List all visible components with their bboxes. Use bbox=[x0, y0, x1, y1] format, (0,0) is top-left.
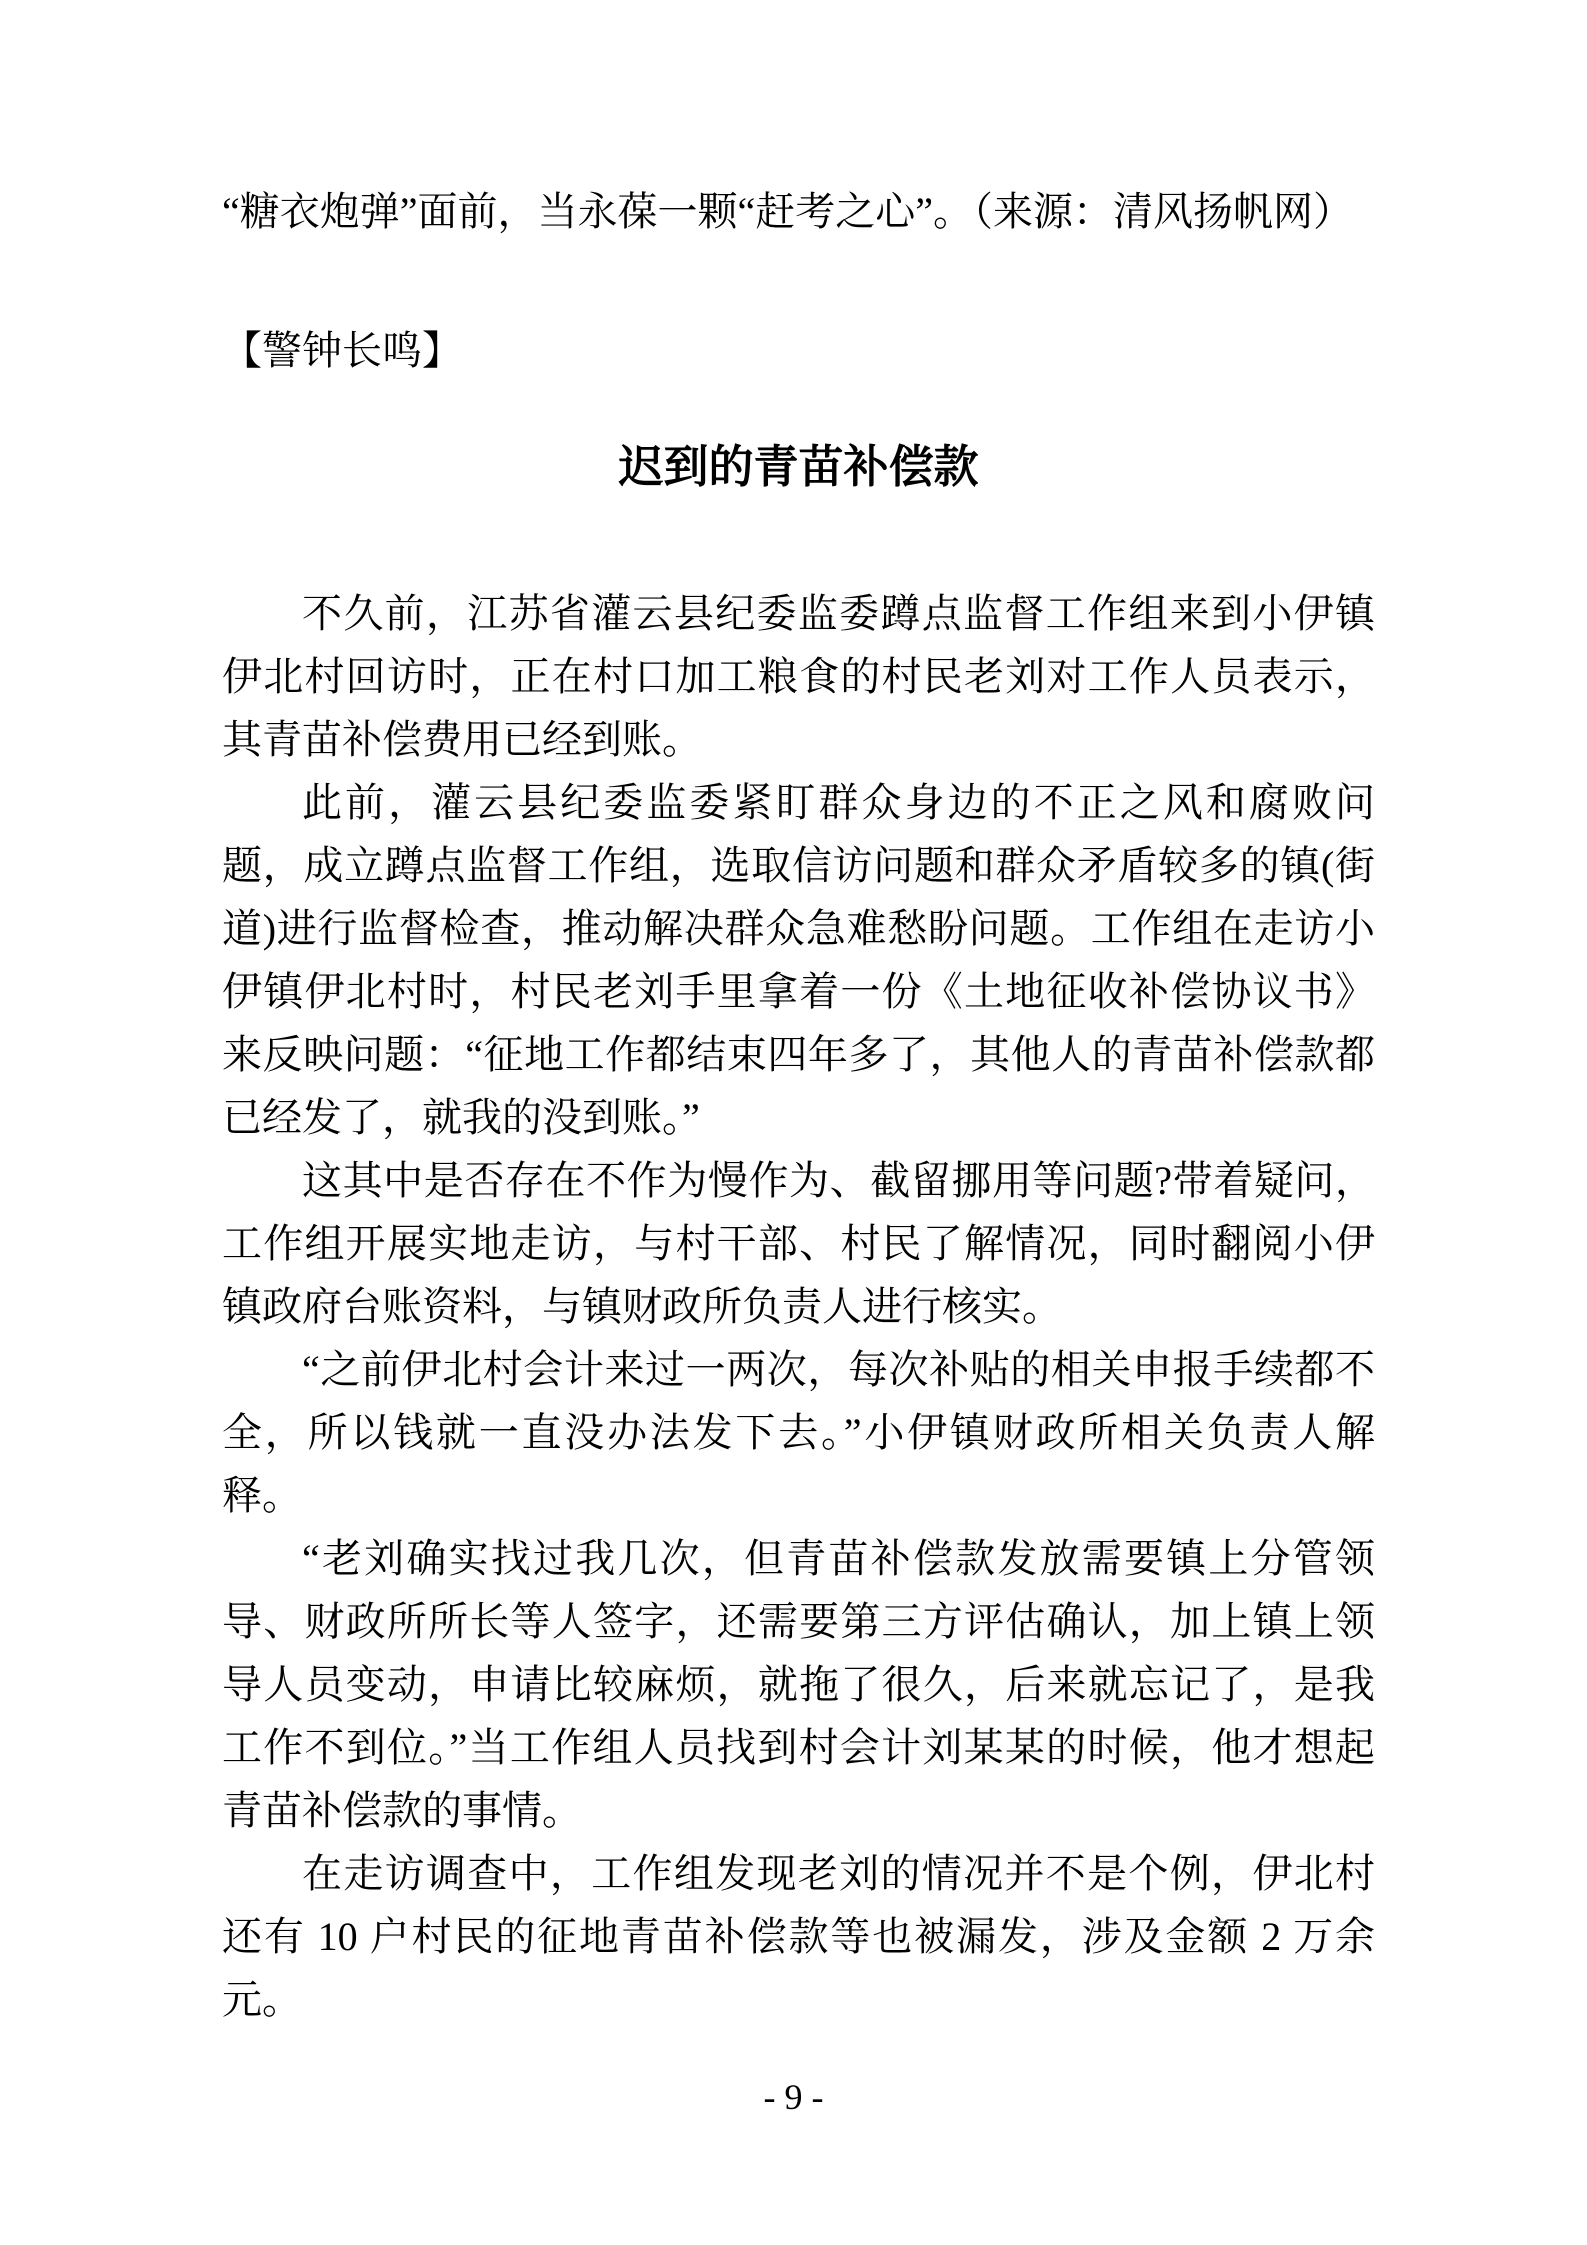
page-number: - 9 - bbox=[763, 2077, 824, 2117]
body-paragraph-6: 在走访调查中，工作组发现老刘的情况并不是个例，伊北村还有 10 户村民的征地青苗补偿款等也被漏发，涉及金额 2 万余元。 bbox=[222, 1851, 1375, 2022]
article-title: 迟到的青苗补偿款 bbox=[618, 442, 979, 492]
body-paragraph-5: “老刘确实找过我几次，但青苗补偿款发放需要镇上分管领导、财政所所长等人签字，还需要第三方评估确认，加上镇上领导人员变动，申请比较麻烦，就拖了很久，后来就忘记了，是我工作不到位。”当工作组人员找到村会计刘某某的时候，他才想起青苗补偿款的事情。 bbox=[222, 1536, 1375, 1833]
body-paragraph-3: 这其中是否存在不作为慢作为、截留挪用等问题?带着疑问，工作组开展实地走访，与村干部、村民了解情况，同时翻阅小伊镇政府台账资料，与镇财政所负责人进行核实。 bbox=[222, 1158, 1375, 1329]
article-body bbox=[222, 582, 1375, 2031]
section-header: 【警钟长鸣】 bbox=[222, 328, 462, 373]
body-paragraph-2: 此前，灌云县纪委监委紧盯群众身边的不正之风和腐败问题，成立蹲点监督工作组，选取信访问题和群众矛盾较多的镇(街道)进行监督检查，推动解决群众急难愁盼问题。工作组在走访小伊镇伊北村时，村民老刘手里拿着一份《土地征收补偿协议书》来反映问题：“征地工作都结束四年多了，其他人的青苗补偿款都已经发了，就我的没到账。” bbox=[222, 780, 1375, 1140]
intro-continued-paragraph: “糖衣炮弹”面前，当永葆一颗“赶考之心”。（来源：清风扬帆网） bbox=[222, 189, 1354, 234]
body-paragraph-1: 不久前，江苏省灌云县纪委监委蹲点监督工作组来到小伊镇伊北村回访时，正在村口加工粮食的村民老刘对工作人员表示，其青苗补偿费用已经到账。 bbox=[222, 591, 1375, 762]
body-paragraph-4: “之前伊北村会计来过一两次，每次补贴的相关申报手续都不全，所以钱就一直没办法发下去。”小伊镇财政所相关负责人解释。 bbox=[222, 1347, 1375, 1518]
